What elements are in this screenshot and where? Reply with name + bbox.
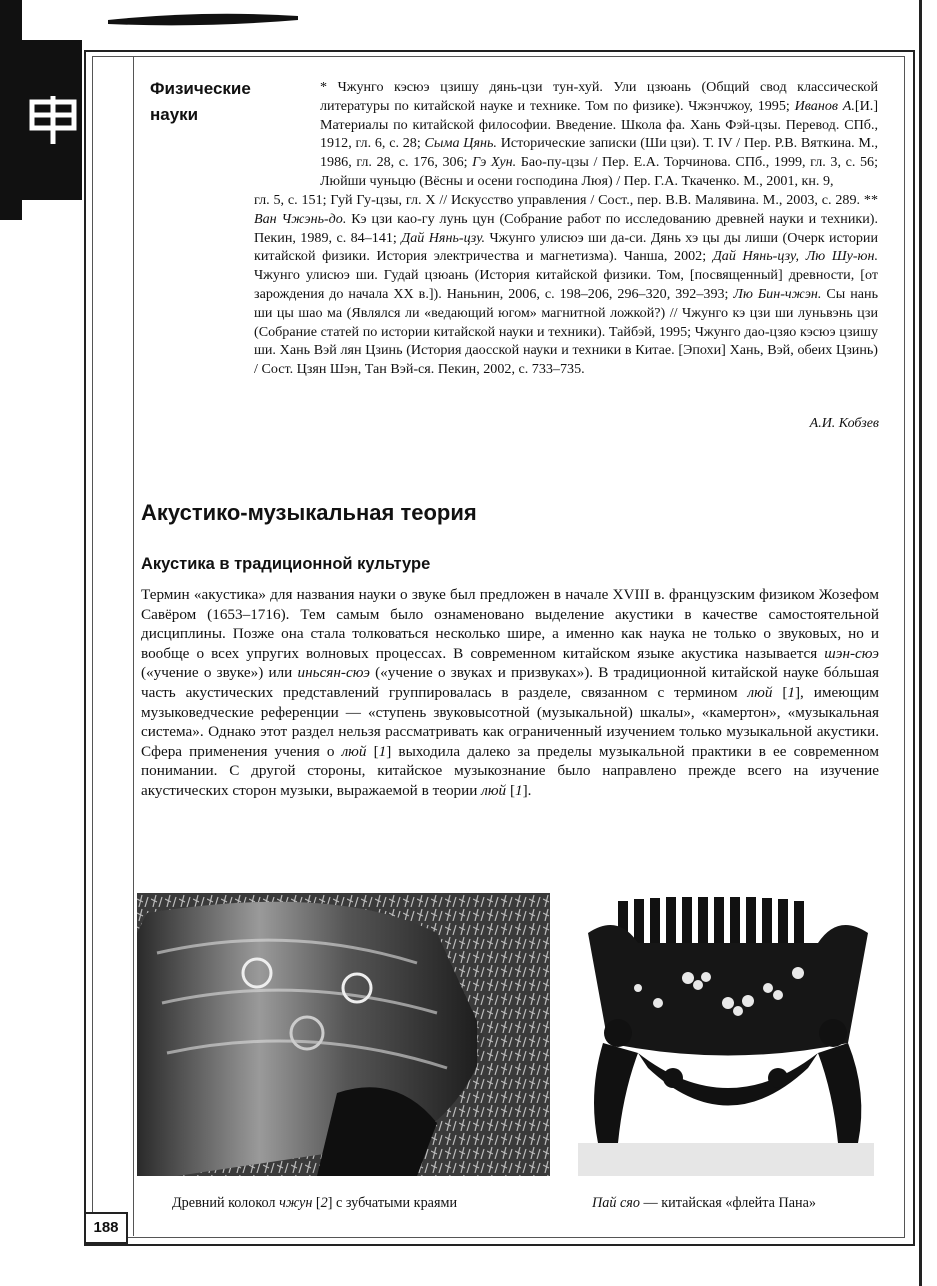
subsection-heading: Акустика в традиционной культуре	[141, 555, 431, 573]
bell-caption	[172, 1195, 457, 1212]
body-term: 1	[378, 742, 387, 760]
pan-flute-photo	[578, 893, 874, 1176]
ref-author: Дай Нянь-цзу.	[401, 229, 486, 246]
body-text: ], имеющим музыковедческие референции — «ступень звуковысотной (музыкальной) шкалы», «камертон», «музыкальная система». Однако этот раздел нельзя рассматривать как ограниченный изучением только музыкальной акустики. Сфера применения учения о	[141, 683, 879, 760]
top-decorative-stroke	[108, 6, 298, 28]
side-heading: Физические науки	[150, 79, 251, 124]
ref-text: Кэ цзи као-гу лунь цун (Собрание работ по исследованию древней науки и техники). Пекин, 1989, с. 84–141;	[254, 210, 878, 246]
ref-author: Сыма Цянь.	[424, 135, 497, 152]
body-term: 1	[787, 683, 795, 701]
body-term: 1	[515, 781, 523, 799]
ref-text: Исторические записки (Ши цзи). Т. IV / Пер. Р.В. Вяткина. М., 1986, гл. 28, с. 176, 306;	[320, 135, 879, 171]
references-block-bottom	[254, 191, 878, 379]
body-term: люй	[341, 742, 367, 760]
caption-text: Древний колокол	[172, 1195, 280, 1211]
body-term: иньсян-сюэ	[297, 664, 370, 682]
page-number: 188	[84, 1212, 128, 1244]
ref-text: [И.] Материалы по китайской философии. Введение. Школа фа. Хань Фэй-цзы. Перевод. СПб., 1912, гл. 6, с. 28;	[320, 97, 879, 152]
section-heading: Акустико-музыкальная теория	[141, 500, 477, 525]
black-edge-strip	[0, 0, 22, 220]
body-text: («учение о звуках и призвуках»). В традиционной китайской науке бóльшая часть акустических представлений группировалась в разделе, связанном с термином	[141, 664, 880, 701]
ref-text: Сы нань ши цы шао ма (Являлся ли «ведающий югом» магнитной ложкой?) // Чжунго кэ цзи ши луньвэнь цзи (Собрание статей по истории китайской науки и техники). Тайбэй, 1995; Чжунго дао-цзяо кэсюэ цзишу ши. Хань Вэй лян Цзинь (История даосской науки и техники в Китае. [Эпохи] Хань, Вэй, обеих Цзинь) / Сост. Цзян Шэн, Тан Вэй-ся. Пекин, 2002, с. 733–735.	[254, 285, 878, 378]
body-text: [	[366, 742, 379, 760]
ref-text: Бао-пу-цзы / Пер. Е.А. Торчинова. СПб., 1999, гл. 3, с. 56; Люйши чуньцю (Вёсны и осени господина Люя) / Пер. Г.А. Ткаченко. М., 2001, кн. 9,	[320, 154, 879, 189]
body-term: люй	[481, 781, 507, 799]
caption-term: 2	[320, 1195, 328, 1211]
caption-term: Пай сяо	[592, 1195, 640, 1211]
right-page-edge	[913, 0, 937, 1286]
ref-text: Чжунго улисюэ ши. Гудай цзюань (История китайской физики. Том, [посвященный] древности, [от зарождения до начала XX в.]). Наньнин, 2006, с. 198–206, 296–320, 392–393;	[254, 267, 878, 302]
body-text: («учение о звуке») или	[141, 664, 298, 682]
margin-rule	[133, 56, 134, 1236]
body-term: шэн-сюэ	[824, 644, 879, 662]
ref-author: Лю Бин-чжэн.	[733, 285, 822, 302]
caption-text: — китайская «флейта Пана»	[639, 1195, 816, 1211]
body-term: люй	[747, 683, 773, 701]
ref-author: Ван Чжэнь-до.	[254, 210, 347, 227]
article-author: А.И. Кобзев	[809, 416, 879, 431]
ref-author: Гэ Хун.	[472, 154, 517, 171]
caption-text: ] с зубчатыми краями	[327, 1195, 458, 1211]
body-paragraph	[141, 585, 879, 801]
body-text: ].	[522, 781, 532, 799]
ref-author: Иванов А.	[794, 97, 855, 114]
ref-text: гл. 5, с. 151; Гуй Гу-цзы, гл. Х // Искусство управления / Сост., пер. В.В. Малявина. М., 2003, с. 289. **	[254, 192, 878, 208]
body-text: Термин «акустика» для названия науки о звуке был предложен в начале XVIII в. французским физиком Жозефом Савёром (1653–1716). Тем самым было ознаменовано выделение акустики в качестве самостоятельной дисциплины. Позже она стала толковаться несколько шире, а именно как наука не только о звуковых, но и вообще о всех упругих волновых процессах. В современном китайском языке акустика называется	[141, 586, 879, 662]
ref-author: Дай Нянь-цзу, Лю Шу-юн.	[712, 248, 878, 265]
body-text: [	[772, 683, 788, 701]
bell-photo	[137, 893, 550, 1176]
section-glyph-icon	[26, 92, 80, 146]
ref-text: * Чжунго кэсюэ цзишу дянь-цзи тун-хуй. Ули цзюань (Общий свод классической литературы по китайской науке и технике. Том по физике). Чжэнчжоу, 1995;	[320, 79, 878, 114]
body-text: [	[506, 781, 515, 799]
references-block-top	[320, 78, 878, 191]
ref-text: Чжунго улисюэ ши да-си. Дянь хэ цы ды лиши (Очерк истории китайской физики. История электричества и магнетизма). Чанша, 2002;	[254, 229, 878, 265]
body-text: ] выходила далеко за пределы музыкальной практики в ее современном понимании. С другой стороны, китайское музыкознание было направлено прежде всего на изучение акустических сторон музыки, выражаемой в теории	[141, 742, 879, 799]
caption-text: [	[312, 1195, 321, 1211]
caption-term: чжун	[279, 1195, 313, 1211]
flute-caption	[592, 1195, 816, 1212]
